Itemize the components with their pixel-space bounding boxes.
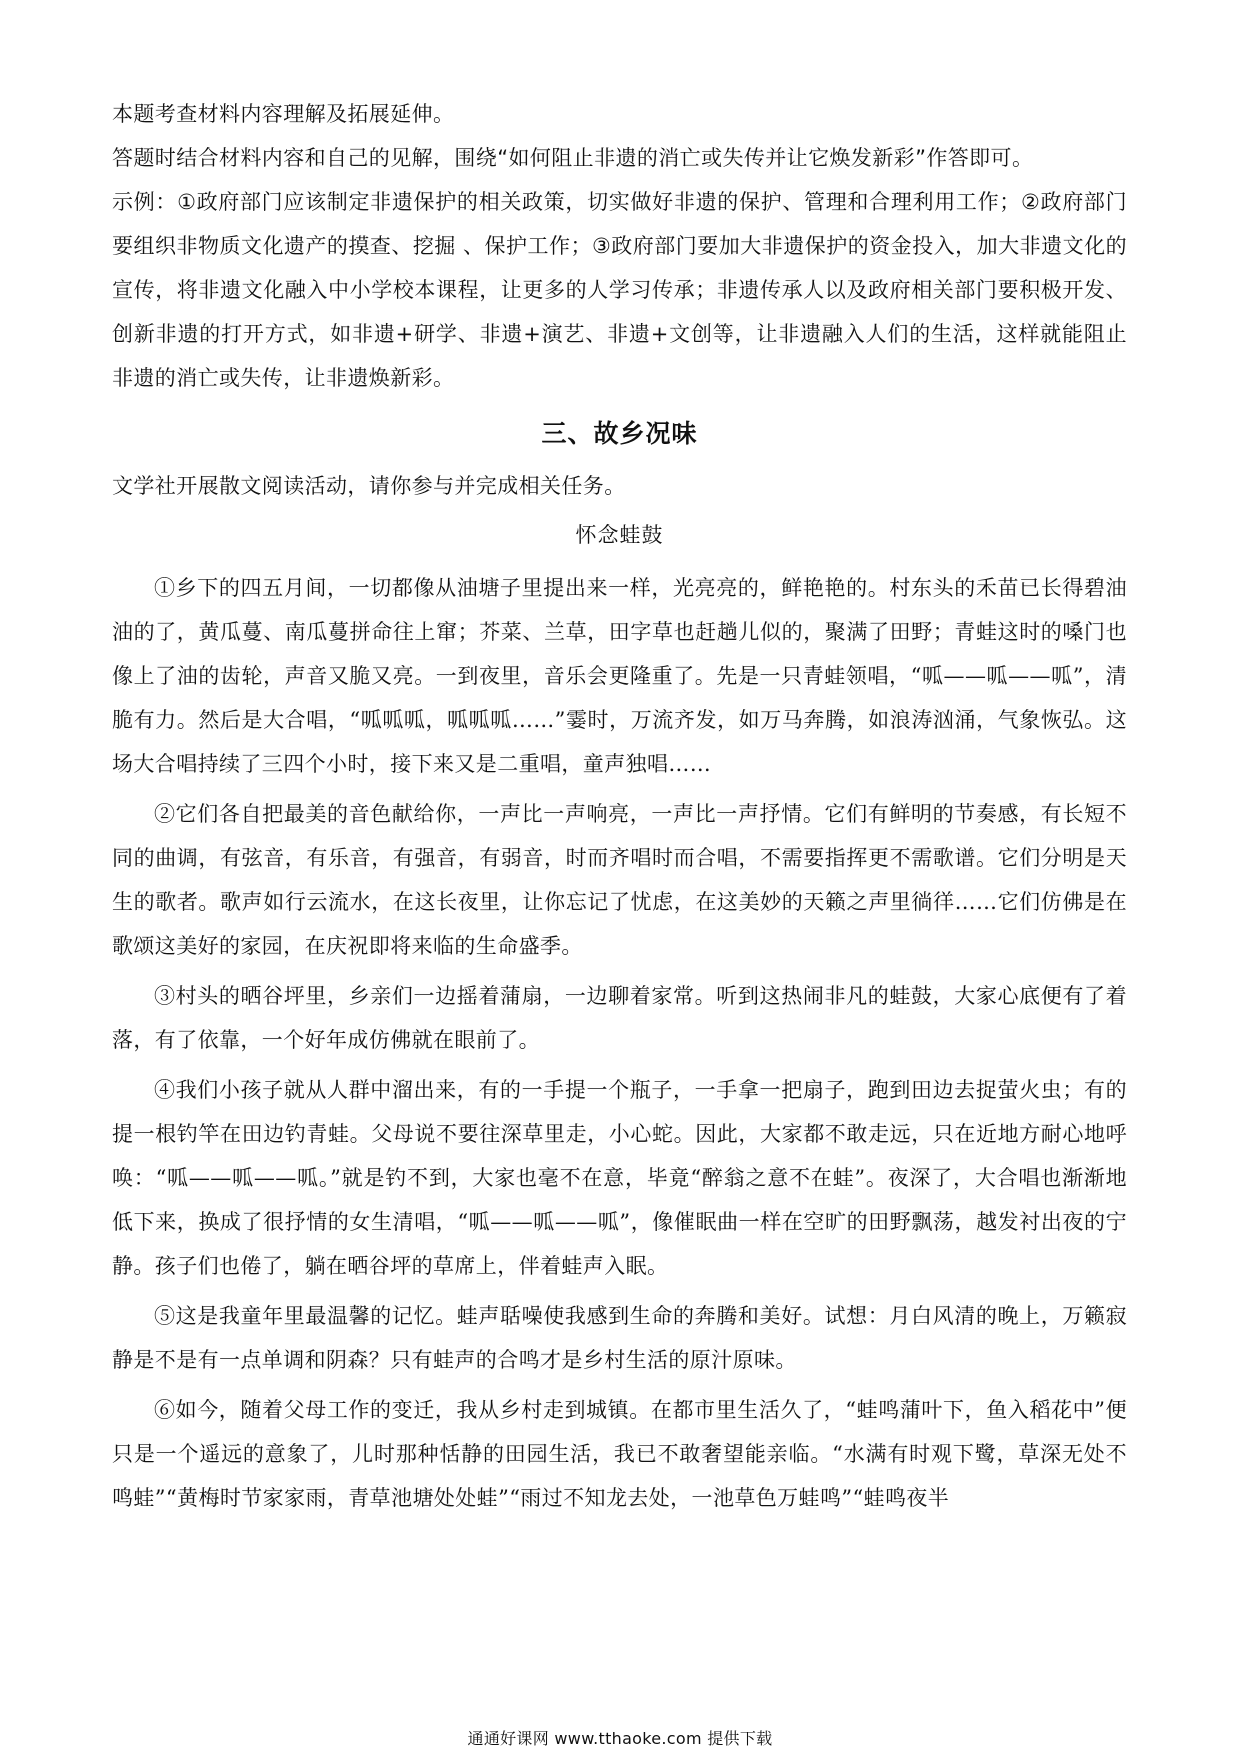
article-paragraph-5: ⑤这是我童年里最温馨的记忆。蛙声聒噪使我感到生命的奔腾和美好。试想：月白风清的晚上，万籁寂静是不是有一点单调和阴森？只有蛙声的合鸣才是乡村生活的原汁原味。 bbox=[112, 1304, 1127, 1372]
answer-example: 示例：①政府部门应该制定非遗保护的相关政策，切实做好非遗的保护、管理和合理利用工作；②政府部门要组织非物质文化遗产的摸查、挖掘 、保护工作；③政府部门要加大非遗保护的资金投入，加大非遗文化的宣传，将非遗文化融入中小学校本课程，让更多的人学习传承；非遗传承人以及政府相关部门要积极开发、创新非遗的打开方式，如非遗+研学、非遗+演艺、非遗+文创等，让非遗融入人们的生活，这样就能阻止非遗的消亡或失传，让非遗焕新彩。 bbox=[112, 190, 1127, 390]
document-page bbox=[112, 92, 1127, 1526]
answer-line-1: 本题考查材料内容理解及拓展延伸。 bbox=[112, 102, 455, 126]
article-paragraph-1: ①乡下的四五月间，一切都像从油塘子里提出来一样，光亮亮的，鲜艳艳的。村东头的禾苗已长得碧油油的了，黄瓜蔓、南瓜蔓拼命往上窜；芥菜、兰草，田字草也赶趟儿似的，聚满了田野；青蛙这时的嗓门也像上了油的齿轮，声音又脆又亮。一到夜里，音乐会更隆重了。先是一只青蛙领唱，“呱——呱——呱”，清脆有力。然后是大合唱，“呱呱呱，呱呱呱……”霎时，万流齐发，如万马奔腾，如浪涛汹涌，气象恢弘。这场大合唱持续了三四个小时，接下来又是二重唱，童声独唱…… bbox=[112, 576, 1127, 776]
article-paragraph-6: ⑥如今，随着父母工作的变迁，我从乡村走到城镇。在都市里生活久了，“蛙鸣蒲叶下，鱼入稻花中”便只是一个遥远的意象了，儿时那种恬静的田园生活，我已不敢奢望能亲临。“水满有时观下鹭，草深无处不鸣蛙”“黄梅时节家家雨，青草池塘处处蛙”“雨过不知龙去处，一池草色万蛙鸣”“蛙鸣夜半 bbox=[112, 1398, 1127, 1510]
article-title: 怀念蛙鼓 bbox=[575, 523, 664, 547]
section-intro: 文学社开展散文阅读活动，请你参与并完成相关任务。 bbox=[112, 474, 626, 498]
article-paragraph-2: ②它们各自把最美的音色献给你，一声比一声响亮，一声比一声抒情。它们有鲜明的节奏感，有长短不同的曲调，有弦音，有乐音，有强音，有弱音，时而齐唱时而合唱，不需要指挥更不需歌谱。它们分明是天生的歌者。歌声如行云流水，在这长夜里，让你忘记了忧虑，在这美妙的天籁之声里徜徉……它们仿佛是在歌颂这美好的家园，在庆祝即将来临的生命盛季。 bbox=[112, 802, 1127, 958]
page-footer: 通通好课网 www.tthaoke.com 提供下载 bbox=[467, 1729, 773, 1748]
article-paragraph-4: ④我们小孩子就从人群中溜出来，有的一手提一个瓶子，一手拿一把扇子，跑到田边去捉萤火虫；有的提一根钓竿在田边钓青蛙。父母说不要往深草里走，小心蛇。因此，大家都不敢走远，只在近地方耐心地呼唤：“呱——呱——呱。”就是钓不到，大家也毫不在意，毕竟“醉翁之意不在蛙”。夜深了，大合唱也渐渐地低下来，换成了很抒情的女生清唱，“呱——呱——呱”，像催眠曲一样在空旷的田野飘荡，越发衬出夜的宁静。孩子们也倦了，躺在晒谷坪的草席上，伴着蛙声入眠。 bbox=[112, 1078, 1127, 1278]
article-paragraph-3: ③村头的晒谷坪里，乡亲们一边摇着蒲扇，一边聊着家常。听到这热闹非凡的蛙鼓，大家心底便有了着落，有了依靠，一个好年成仿佛就在眼前了。 bbox=[112, 984, 1127, 1052]
section-heading: 三、故乡况味 bbox=[541, 419, 698, 448]
answer-line-2: 答题时结合材料内容和自己的见解，围绕“如何阻止非遗的消亡或失传并让它焕发新彩”作答即可。 bbox=[112, 146, 1034, 170]
